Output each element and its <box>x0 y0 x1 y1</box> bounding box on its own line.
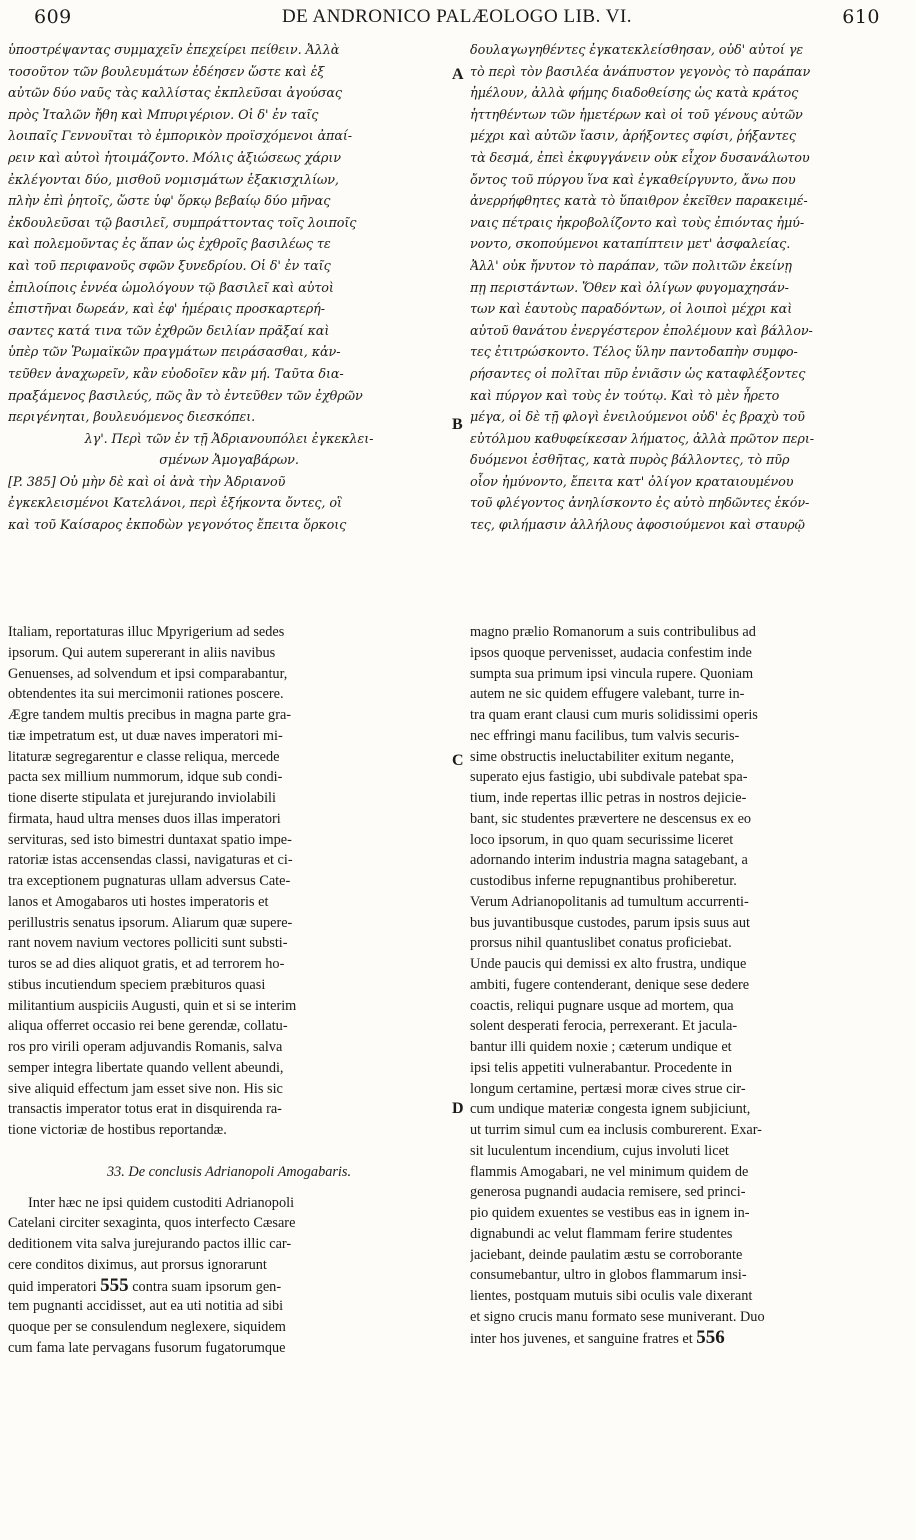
text-line: litaturæ segregarentur e classe reliqua, mercede <box>8 748 280 765</box>
text-line: αὐτοῦ θανάτου ἐνεργέστερον ἐπολέμουν καὶ βάλλον- <box>470 323 813 339</box>
text-line: ipsorum. Qui autem supererant in aliis navibus <box>8 644 276 661</box>
text-line: pio quidem exuentes se vestibus eas in ignem in- <box>470 1205 750 1221</box>
text-line: λοιπαῖς Γεννουῖται τὸ ἐμπορικὸν προϊσχόμενοι ἀπαί- <box>8 129 353 145</box>
text-line: πλὴν ἐπὶ ῥητοῖς, ὥστε ὑφ' ὅρκῳ βεβαίῳ δύο μῆνας <box>8 194 331 210</box>
text-line: turos se ad dies aliquot gratis, et ad terrorem ho- <box>8 956 285 972</box>
text-line: ὑπὲρ τῶν Ῥωμαϊκῶν πραγμάτων πειράσασθαι, κἀν- <box>8 345 341 361</box>
text-line: τὰ δεσμά, ἐπεὶ ἐκφυγγάνειν οὐκ εἶχον δυσανάλωτου <box>470 150 810 166</box>
text-line: Inter hæc ne ipsi quidem custoditi Adrianopoli <box>28 1194 295 1211</box>
text-line: pacta sex millium nummorum, idque sub condi- <box>8 769 283 786</box>
text-line: Italiam, reportaturas illuc Mpyrigerium ad sedes <box>8 624 285 640</box>
text-line: tium, inde repertas illic petras in nostros dejicie- <box>470 790 747 806</box>
inline-page-number: 555 <box>100 1274 129 1296</box>
running-title: DE ANDRONICO PALÆOLOGO LIB. VI. <box>281 6 633 27</box>
text-line: Catelani circiter sexaginta, quos interfecto Cæsare <box>8 1215 296 1232</box>
text-line: ρήσαντες οἱ πολῖται πῦρ ἐνιᾶσιν ὡς καταφλέξοντες <box>470 366 806 382</box>
text-line: bus juvantibusque custodes, parum ipsis suus aut <box>470 914 750 931</box>
text-line: sive aliquid effectum jam esset sive non. His sic <box>8 1080 283 1097</box>
text-line: generosa pugnandi audacia remisere, sed princi- <box>470 1184 746 1201</box>
text-line: ipsos quoque pervenisset, audacia confestim inde <box>470 644 752 661</box>
text-line: jaciebant, deinde paulatim æstu se corroborante <box>470 1246 743 1263</box>
text-line: transactis imperator totus erat in disquirenda ra- <box>8 1101 282 1118</box>
text-line: τοῦ φλέγοντος ἀνηλίσκοντο ἐς αὐτὸ πηδῶντες ἑκόν- <box>470 496 810 512</box>
text-line: flammis Amogabari, ne vel minimum quidem de <box>470 1163 749 1180</box>
text-line: ἀνερρήφθητες κατὰ τὸ ὕπαιθρον ἐκεῖθεν παρακειμέ- <box>470 194 808 210</box>
text-line: ὑποστρέψαντας συμμαχεῖν ἐπεχείρει πείθειν. Ἀλλὰ <box>8 43 340 58</box>
text-line: καὶ τοῦ περιφανοῦς σφῶν ξυνεδρίου. Οἱ δ' ἐν ταῖς <box>8 258 331 274</box>
text-line: servituras, sed isto bimestri duntaxat spatio impe- <box>8 831 292 848</box>
text-line: cere conditos diximus, aut prorsus ignorarunt <box>8 1256 267 1273</box>
latin-column-left <box>8 622 450 1538</box>
text-line: τες ἐτιτρώσκοντο. Τέλος ὕλην παντοδαπὴν συμφο- <box>470 345 798 361</box>
running-header <box>34 6 880 34</box>
text-line: deditionem vita salva jurejurando pactos illic car- <box>8 1236 292 1252</box>
text-line: semper integra libertate quando vellent abeundi, <box>8 1059 284 1076</box>
text-line: μέγα, οἱ δὲ τῇ φλογὶ ἐνειλούμενοι οὐδ' ἐς βραχὺ τοῦ <box>470 410 805 426</box>
greek-column-left <box>8 40 450 602</box>
text-line: Unde paucis qui demissi ex alto frustra, undique <box>470 956 747 972</box>
text-line: rant novem navium vectores polliciti sunt substi- <box>8 935 288 952</box>
greek-column-right <box>470 40 906 602</box>
text-line: αὐτῶν δύο ναῦς τὰς καλλίστας ἐκπλεῦσαι ἀγούσας <box>8 86 342 102</box>
text-line: tiæ impetratum est, ut duæ naves imperatori mi- <box>8 727 283 744</box>
text-line: ρειν καὶ αὐτοὶ ἡτοιμάζοντο. Μόλις ἀξιώσεως χάριν <box>8 150 341 166</box>
text-line: sime obstructis ineluctabiliter exitum negante, <box>470 748 735 765</box>
text-line <box>8 1276 450 1297</box>
text-line: δυόμενοι ἐσθῆτας, κατὰ πυρὸς βάλλοντες, τὸ πῦρ <box>470 453 790 469</box>
text-line: bantur illi quidem noxie ; cæterum undique et <box>470 1039 732 1055</box>
text-line: Ἀλλ' οὐκ ἤνυτον τὸ παράπαν, τῶν πολιτῶν ἐκείνῃ <box>470 258 792 274</box>
text-line: lientes, postquam mutuis sibi oculis vale dixerant <box>470 1288 753 1304</box>
text-line: consumebantur, ultro in globos flammarum insi- <box>470 1267 747 1284</box>
text-line: bant, sic studentes prævertere ne descensus ex eo <box>470 810 752 827</box>
text-line: λγ'. Περὶ τῶν ἐν τῇ Ἀδριανουπόλει ἐγκεκλει- <box>84 431 374 447</box>
text-line: longum certamine, pertæsi moræ cives strue cir- <box>470 1080 746 1097</box>
text-line: custodibus inferne repugnantibus prohiberetur. <box>470 873 737 889</box>
text-line: lanos et Amogabaros uti hostes imperatoris et <box>8 893 269 910</box>
text-line: tione diserte stipulata et jurejurando inviolabili <box>8 790 276 806</box>
latin-column-right <box>470 622 906 1538</box>
text-line: εὐτόλμου καθυφείκεσαν λήματος, ἀλλὰ πρῶτον περι- <box>470 431 814 447</box>
spacer <box>8 1141 450 1162</box>
text-line: adornando interim industria magna satagebant, a <box>470 852 748 869</box>
page-number-right: 610 <box>842 6 880 28</box>
text-line: stibus incutiendum speciem præbituros quasi <box>8 976 266 993</box>
text-line: ἐπιλοίποις ἐννέα ὡμολόγουν τῷ βασιλεῖ καὶ αὐτοὶ <box>8 280 334 296</box>
text-line: autem ne sic quidem effugere valebant, turre in- <box>470 686 745 703</box>
text-line: superato ejus fastigio, ubi subdivale patebat spa- <box>470 769 748 786</box>
text-line: καὶ πύργον καὶ τοὺς ἐν τούτῳ. Καὶ τὸ μὲν ἦρετο <box>470 388 780 404</box>
text-line: cum undique materiæ congesta ignem subjiciunt, <box>470 1101 751 1118</box>
text-line: ἡττηθέντων τῶν ἡμετέρων καὶ οἱ τοῦ γένους αὐτῶν <box>470 107 803 123</box>
text-line: loco ipsorum, in quo quam securissime liceret <box>470 831 734 848</box>
section-heading: 33. De conclusis Adrianopoli Amogabaris. <box>106 1163 352 1180</box>
text-line: magno prælio Romanorum a suis contribulibus ad <box>470 624 756 640</box>
margin-marker-a: A <box>452 66 464 83</box>
text-line: νοντο, σκοπούμενοι καταπίπτειν μετ' ἀσφαλείας. <box>470 237 791 253</box>
margin-marker-b: B <box>452 416 463 433</box>
text-line: τες, φιλήμασιν ἀλλήλους ἀφοσιούμενοι καὶ σταυρῷ <box>470 518 805 534</box>
text-line: τεῦθεν ἀναχωρεῖν, κἂν εὐοδοῖεν κἂν μή. Ταῦτα δια- <box>8 366 344 382</box>
text-line: ναις πέτραις ἠκροβολίζοντο καὶ τοὺς ἐπιόντας ἠμύ- <box>470 215 805 231</box>
text-fragment: quid imperatori <box>8 1278 97 1295</box>
text-line: σμένων Ἀμογαβάρων. <box>159 453 299 469</box>
text-line: των καὶ ἑαυτοὺς παραδόντων, οἱ λοιποὶ μέχρι καὶ <box>470 302 793 318</box>
text-line: ἠμέλουν, ἀλλὰ φήμης διαδοθείσης ὡς κατὰ κράτος <box>470 86 799 102</box>
text-fragment: contra suam ipsorum gen- <box>132 1278 282 1295</box>
text-line: δουλαγωγηθέντες ἐγκατεκλείσθησαν, οὐδ' αὐτοί γε <box>470 43 804 58</box>
text-line: solent desperati ferocia, perrexerant. Et jacula- <box>470 1018 738 1035</box>
text-line: σαντες κατά τινα τῶν ἐχθρῶν δειλίαν πρᾶξαί καὶ <box>8 323 330 339</box>
text-line: ἐκλέγονται δύο, μισθοῦ νομισμάτων ἑξακισχιλίων, <box>8 172 339 188</box>
text-line: cum fama late pervagans fusorum fugatorumque <box>8 1339 286 1356</box>
text-line: dignabundi ac velut flammam ferire studentes <box>470 1225 733 1242</box>
text-line: aliqua offerret occasio rei bene gerendæ, collatu- <box>8 1018 288 1035</box>
text-line: Verum Adrianopolitanis ad tumultum accurrenti- <box>470 893 749 910</box>
text-line: coactis, reliqui pugnare usque ad mortem, qua <box>470 997 734 1014</box>
text-line: Ægre tandem multis precibus in magna parte gra- <box>8 707 292 723</box>
text-line: καὶ τοῦ Καίσαρος ἐκποδὼν γεγονότος ἔπειτα ὅρκοις <box>8 518 347 534</box>
text-line: [P. 385] Οὐ μὴν δὲ καὶ οἱ ἀνὰ τὴν Ἀδριανοῦ <box>8 474 286 490</box>
page-number-left: 609 <box>34 6 72 28</box>
text-line: ἐκδουλεῦσαι τῷ βασιλεῖ, συμπράττοντας τοῖς λοιποῖς <box>8 215 357 231</box>
text-line: ratoriæ istas accensendas classi, navigaturas et ci- <box>8 852 293 869</box>
text-line: ὄντος τοῦ πύργου ἵνα καὶ ἐγκαθείργυντο, ἄνω που <box>470 172 796 188</box>
text-line: tra quam erant clausi cum muris solidissimi operis <box>470 707 758 723</box>
inline-page-number: 556 <box>696 1326 725 1348</box>
text-line: περιγένηται, βουλευόμενος διεσκόπει. <box>8 410 256 426</box>
text-line: perillustris senatus ipsorum. Aliarum quæ supere- <box>8 914 293 931</box>
text-line: Genuenses, ad solvendum et ipsi comparabantur, <box>8 665 288 682</box>
text-line: πραξάμενος βασιλεύς, πῶς ἂν τὸ ἐντεῦθεν τῶν ἐχθρῶν <box>8 388 363 404</box>
text-line: tem pugnanti accidisset, aut ea uti notitia ad sibi <box>8 1298 284 1315</box>
text-line: tione victoriæ de hostibus reportandæ. <box>8 1122 227 1138</box>
text-line: μέχρι καὶ αὐτῶν ἴασιν, ἀρήξοντες σφίσι, ῥήξαντες <box>470 129 796 145</box>
text-line: ros pro virili operam adjuvandis Romanis, salva <box>8 1039 283 1055</box>
spacer <box>8 1183 450 1193</box>
text-line: πῃ περιστάντων. Ὅθεν καὶ ὀλίγων φυγομαχησάν- <box>470 280 789 296</box>
text-line: obtendentes ita sui mercimonii rationes poscere. <box>8 686 284 703</box>
text-line: ἐγκεκλεισμένοι Κατελάνοι, περὶ ἑξήκοντα ὄντες, οἳ <box>8 496 342 512</box>
text-line: prorsus nihil quantuslibet conatus proficiebat. <box>470 935 732 952</box>
text-line: ἐπιστῆναι δωρεάν, καὶ ἐφ' ἡμέραις προσκαρτερή- <box>8 302 325 318</box>
text-line: nec effringi manu facilibus, tum valvis securis- <box>470 727 740 744</box>
text-line: καὶ πολεμοῦντας ἐς ἅπαν ὡς ἐχθροῖς βασιλέως τε <box>8 237 331 253</box>
text-line: οἷον ἠμύνοντο, ἔπειτα κατ' ὀλίγον κραταιουμένου <box>470 474 794 490</box>
text-line: tra exceptionem pugnaturas ullam adversus Cate- <box>8 873 291 889</box>
text-line: quoque per se consulendum neglexere, siquidem <box>8 1319 286 1335</box>
text-line: πρὸς Ἰταλῶν ἤθη καὶ Μπυριγέριον. Οἱ δ' ἐν ταῖς <box>8 107 319 123</box>
text-fragment: inter hos juvenes, et sanguine fratres et <box>470 1330 693 1347</box>
text-line: ipsi telis appetiti vulnerabantur. Procedente in <box>470 1059 733 1076</box>
text-line: τὸ περὶ τὸν βασιλέα ἀνάπυστον γεγονὸς τὸ παράπαν <box>470 64 811 80</box>
text-line: ut turrim simul cum ea inclusis comburerent. Exar- <box>470 1122 762 1138</box>
text-line: militantium auspiciis Augusti, quin et si se interim <box>8 997 297 1014</box>
text-line: ambiti, fugere contenderant, denique sese dedere <box>470 976 750 993</box>
text-line: sit luculentum incendium, cujus involuti licet <box>470 1142 729 1159</box>
text-line: sumpta sua primum ipsi vincula rupere. Quoniam <box>470 665 754 682</box>
margin-marker-d: D <box>452 1100 464 1117</box>
text-line: τοσοῦτον τῶν βουλευμάτων ἐδέησεν ὥστε καὶ ἐξ <box>8 64 325 80</box>
text-line: et signo crucis manu formato sese muniverant. Duo <box>470 1308 765 1325</box>
text-line <box>470 1328 906 1349</box>
text-line: firmata, haud ultra menses duos illas imperatori <box>8 810 281 827</box>
margin-marker-c: C <box>452 752 464 769</box>
